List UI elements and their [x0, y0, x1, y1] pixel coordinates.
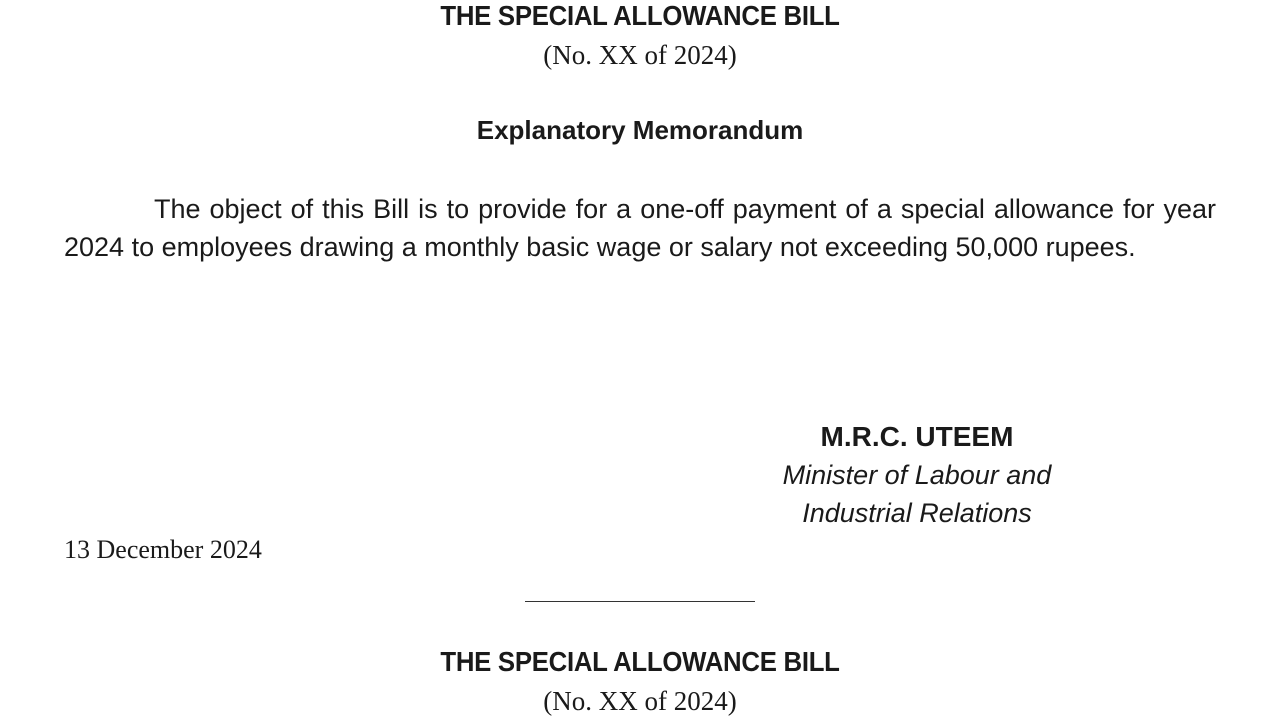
bill-number: (No. XX of 2024) [543, 40, 737, 70]
footer-bill-number: (No. XX of 2024) [543, 686, 737, 716]
signatory-name: M.R.C. UTEEM [820, 421, 1014, 452]
bill-title: THE SPECIAL ALLOWANCE BILL [440, 0, 840, 31]
memorandum-heading: Explanatory Memorandum [476, 115, 804, 145]
signature-block [720, 418, 1114, 532]
section-divider [525, 601, 755, 602]
document-date: 13 December 2024 [64, 535, 262, 564]
signatory-role-line2: Industrial Relations [802, 498, 1032, 528]
memorandum-body: The object of this Bill is to provide for a one-off payment of a special allowance for year 2024 to employees drawing a monthly basic wage or salary not exceeding 50,000 rupees. [64, 194, 1216, 262]
footer-bill-title: THE SPECIAL ALLOWANCE BILL [440, 646, 840, 677]
signatory-role-line1: Minister of Labour and [782, 460, 1052, 490]
